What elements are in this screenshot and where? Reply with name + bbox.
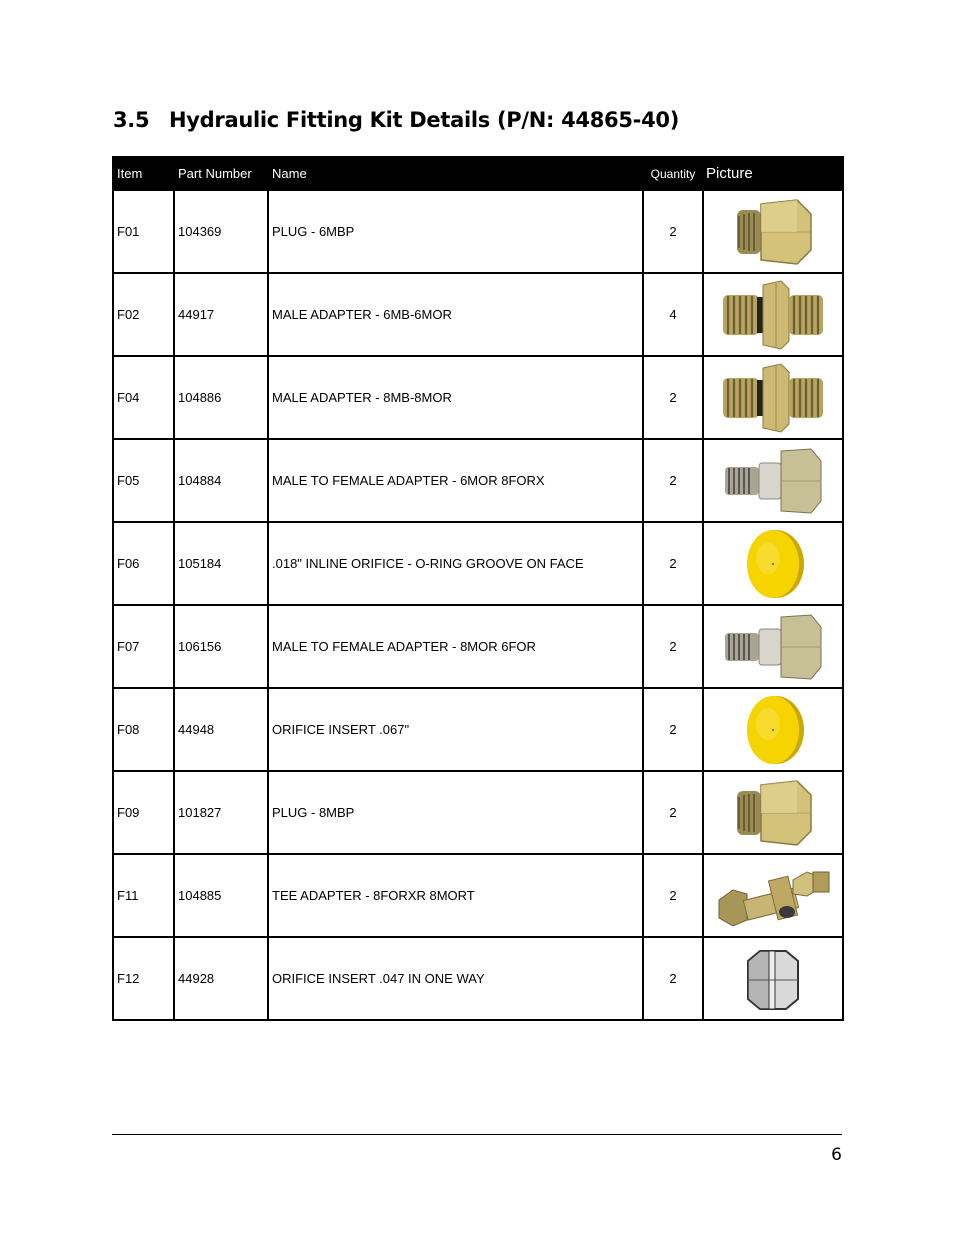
header-picture: Picture (703, 157, 843, 190)
page-number: 6 (831, 1145, 842, 1165)
cell-part-number: 101827 (174, 771, 268, 854)
one-way-insert-icon (704, 943, 842, 1015)
cell-picture (703, 190, 843, 273)
table-row (113, 190, 843, 273)
table-row (113, 605, 843, 688)
table-row (113, 439, 843, 522)
section-number: 3.5 (113, 108, 150, 132)
cell-part-number: 105184 (174, 522, 268, 605)
cell-name: MALE ADAPTER - 8MB-8MOR (268, 356, 643, 439)
table-row (113, 356, 843, 439)
cell-item: F01 (113, 190, 174, 273)
cell-picture (703, 937, 843, 1020)
table-header-row (113, 157, 843, 190)
male-adapter-icon (704, 362, 842, 434)
male-adapter-icon (704, 279, 842, 351)
yellow-orifice-icon (704, 694, 842, 766)
cell-picture (703, 356, 843, 439)
cell-picture (703, 771, 843, 854)
footer-divider (112, 1134, 842, 1135)
hex-plug-icon (704, 777, 842, 849)
header-quantity: Quantity (643, 157, 703, 190)
table-row (113, 273, 843, 356)
cell-item: F09 (113, 771, 174, 854)
cell-picture (703, 854, 843, 937)
cell-quantity: 4 (643, 273, 703, 356)
cell-item: F12 (113, 937, 174, 1020)
cell-picture (703, 439, 843, 522)
cell-name: ORIFICE INSERT .067" (268, 688, 643, 771)
table-row (113, 522, 843, 605)
table-row (113, 937, 843, 1020)
tee-adapter-icon (704, 860, 842, 932)
cell-item: F02 (113, 273, 174, 356)
cell-name: MALE TO FEMALE ADAPTER - 6MOR 8FORX (268, 439, 643, 522)
cell-picture (703, 605, 843, 688)
table-row (113, 688, 843, 771)
cell-quantity: 2 (643, 605, 703, 688)
cell-part-number: 104369 (174, 190, 268, 273)
cell-picture (703, 522, 843, 605)
cell-quantity: 2 (643, 771, 703, 854)
table-row (113, 854, 843, 937)
cell-quantity: 2 (643, 439, 703, 522)
header-name: Name (268, 157, 643, 190)
cell-name: MALE ADAPTER - 6MB-6MOR (268, 273, 643, 356)
cell-quantity: 2 (643, 854, 703, 937)
male-female-adapter-icon (704, 445, 842, 517)
cell-quantity: 2 (643, 688, 703, 771)
cell-name: TEE ADAPTER - 8FORXR 8MORT (268, 854, 643, 937)
yellow-orifice-icon (704, 528, 842, 600)
cell-part-number: 44917 (174, 273, 268, 356)
cell-item: F07 (113, 605, 174, 688)
cell-name: PLUG - 8MBP (268, 771, 643, 854)
cell-quantity: 2 (643, 356, 703, 439)
table-row (113, 771, 843, 854)
cell-quantity: 2 (643, 190, 703, 273)
cell-part-number: 44948 (174, 688, 268, 771)
cell-quantity: 2 (643, 937, 703, 1020)
cell-part-number: 104886 (174, 356, 268, 439)
cell-name: PLUG - 6MBP (268, 190, 643, 273)
cell-name: ORIFICE INSERT .047 IN ONE WAY (268, 937, 643, 1020)
cell-item: F06 (113, 522, 174, 605)
male-female-adapter-icon (704, 611, 842, 683)
cell-item: F08 (113, 688, 174, 771)
cell-part-number: 106156 (174, 605, 268, 688)
header-part-number: Part Number (174, 157, 268, 190)
cell-part-number: 44928 (174, 937, 268, 1020)
section-title: Hydraulic Fitting Kit Details (P/N: 44865-40) (169, 108, 679, 132)
parts-table (112, 156, 844, 1021)
cell-picture (703, 273, 843, 356)
cell-part-number: 104885 (174, 854, 268, 937)
cell-name: MALE TO FEMALE ADAPTER - 8MOR 6FOR (268, 605, 643, 688)
cell-item: F05 (113, 439, 174, 522)
cell-picture (703, 688, 843, 771)
hex-plug-icon (704, 196, 842, 268)
cell-item: F11 (113, 854, 174, 937)
header-item: Item (113, 157, 174, 190)
cell-name: .018" INLINE ORIFICE - O-RING GROOVE ON FACE (268, 522, 643, 605)
section-heading (113, 108, 679, 132)
cell-quantity: 2 (643, 522, 703, 605)
cell-part-number: 104884 (174, 439, 268, 522)
cell-item: F04 (113, 356, 174, 439)
